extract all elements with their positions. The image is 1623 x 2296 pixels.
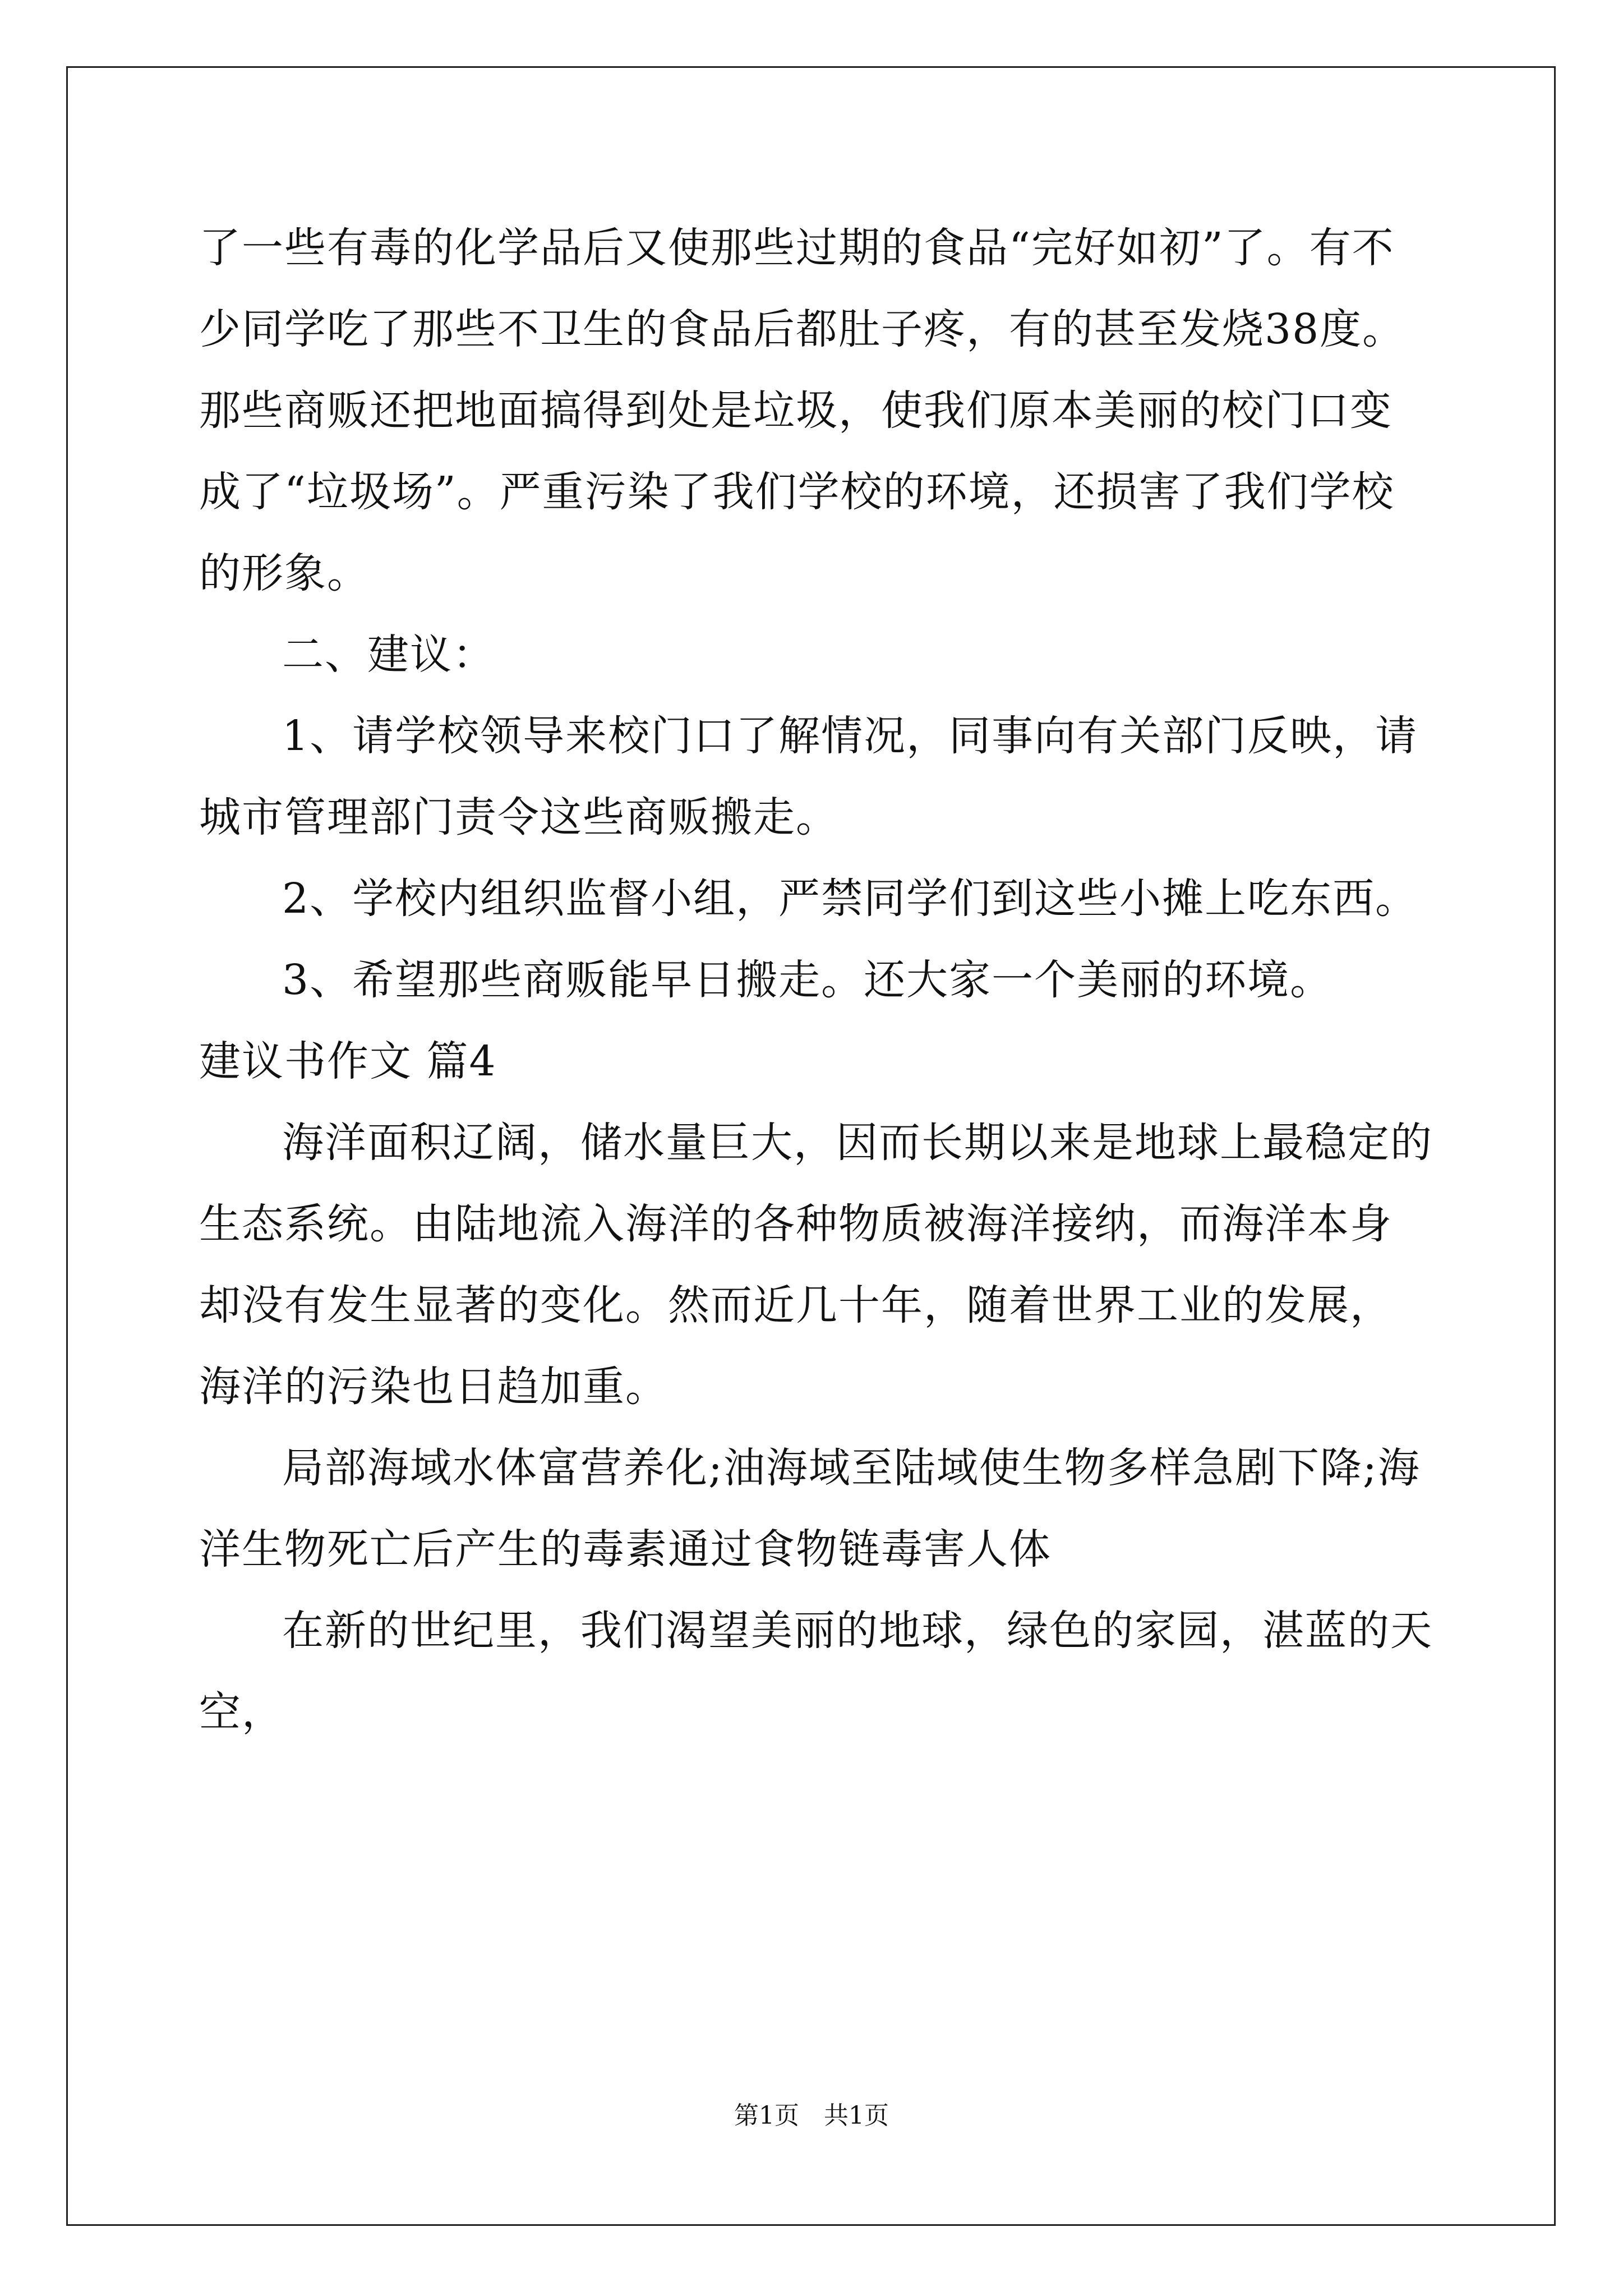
paragraph-new-century: 在新的世纪里，我们渴望美丽的地球，绿色的家园，湛蓝的天空， — [199, 1607, 1433, 1736]
suggestion-item-2: 2、学校内组织监督小组，严禁同学们到这些小摊上吃东西。 — [282, 875, 1418, 923]
page-footer: 第1页 共1页 — [734, 2101, 889, 2130]
essay-title: 建议书作文 篇4 — [199, 1037, 497, 1085]
suggestion-item-1: 1、请学校领导来校门口了解情况，同事向有关部门反映，请城市管理部门责令这些商贩搬走。 — [199, 712, 1418, 841]
document-body — [199, 208, 1433, 1753]
section-heading-suggestions: 二、建议： — [282, 631, 495, 679]
paragraph-ocean-intro: 海洋面积辽阔，储水量巨大，因而长期以来是地球上最稳定的生态系统。由陆地流入海洋的各种物质被海洋接纳，而海洋本身却没有发生显著的变化。然而近几十年，随着世界工业的发展，海洋的污染也日趋加重。 — [199, 1119, 1433, 1411]
paragraph-ocean-pollution: 局部海域水体富营养化;油海域至陆域使生物多样急剧下降;海洋生物死亡后产生的毒素通过食物链毒害人体 — [199, 1444, 1421, 1573]
paragraph-food-safety: 了一些有毒的化学品后又使那些过期的食品“完好如初”了。有不少同学吃了那些不卫生的食品后都肚子疼，有的甚至发烧38度。那些商贩还把地面搞得到处是垃圾，使我们原本美丽的校门口变成了“垃圾场”。严重污染了我们学校的环境，还损害了我们学校的形象。 — [199, 224, 1405, 597]
suggestion-item-3: 3、希望那些商贩能早日搬走。还大家一个美丽的环境。 — [282, 956, 1333, 1004]
